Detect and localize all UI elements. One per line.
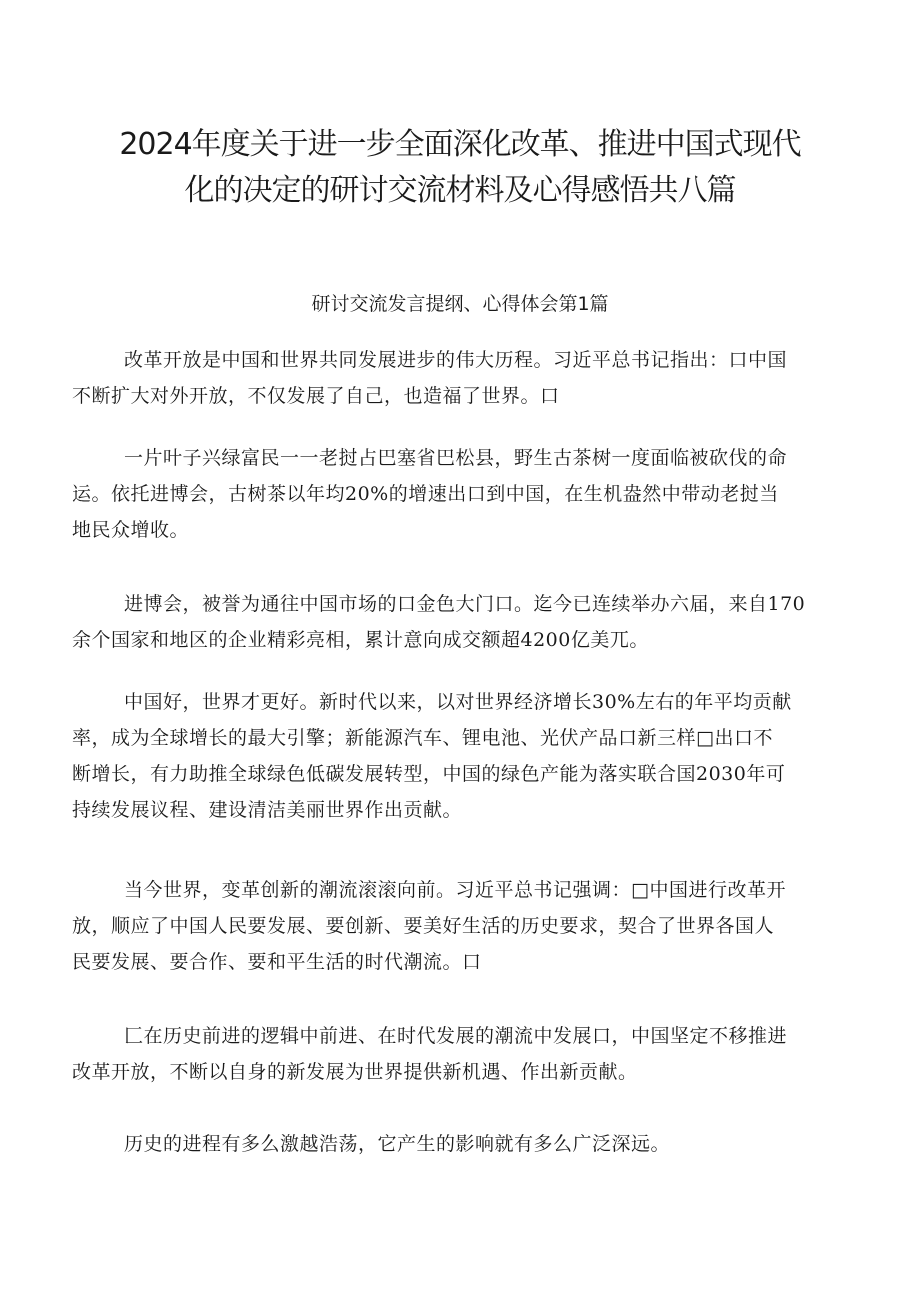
paragraph-line: 放，顺应了中国人民要发展、要创新、要美好生活的历史要求，契合了世界各国人 — [72, 915, 775, 937]
paragraph — [72, 440, 862, 548]
paragraph — [72, 872, 862, 980]
paragraph-line: 改革开放是中国和世界共同发展进步的伟大历程。习近平总书记指出：口中国 — [124, 349, 788, 371]
paragraph — [72, 342, 862, 414]
paragraph-line: 余个国家和地区的企业精彩亮相，累计意向成交额超4200亿美兀。 — [72, 629, 649, 651]
paragraph-line: 进博会，被誉为通往中国市场的口金色大门口。迄今已连续举办六届，来自170 — [124, 593, 806, 615]
paragraph-line: 运。依托进博会，古树茶以年均20%的增速出口到中国，在生机盎然中带动老挝当 — [72, 483, 779, 505]
paragraph-line: 持续发展议程、建设清洁美丽世界作出贡献。 — [72, 799, 463, 821]
paragraph-line: 一片叶子兴绿富民一一老挝占巴塞省巴松县，野生古茶树一度面临被砍伐的命 — [124, 447, 788, 469]
paragraph-line: 民要发展、要合作、要和平生活的时代潮流。口 — [72, 951, 482, 973]
paragraph-line: 断增长，有力助推全球绿色低碳发展转型，中国的绿色产能为落实联合国2030年可 — [72, 763, 786, 785]
document-title — [60, 122, 860, 214]
section-heading: 研讨交流发言提纲、心得体会第1篇 — [311, 293, 609, 315]
paragraph-line: 不断扩大对外开放，不仅发展了自己，也造福了世界。口 — [72, 385, 560, 407]
paragraph-line: 改革开放，不断以自身的新发展为世界提供新机遇、作出新贡献。 — [72, 1061, 638, 1083]
title-line: 化的决定的研讨交流材料及心得感悟共八篇 — [184, 173, 736, 208]
paragraph-line: 地民众增收。 — [72, 519, 190, 541]
paragraph — [72, 1126, 862, 1162]
title-line: 2024年度关于进一步全面深化改革、推进中国式现代 — [119, 127, 801, 162]
paragraph — [72, 684, 862, 828]
paragraph — [72, 1018, 862, 1090]
paragraph-line: 历史的进程有多么激越浩荡，它产生的影响就有多么广泛深远。 — [124, 1133, 671, 1155]
paragraph-line: 率，成为全球增长的最大引擎；新能源汽车、锂电池、光伏产品口新三样□出口不 — [72, 727, 773, 749]
paragraph-line: 匚在历史前进的逻辑中前进、在时代发展的潮流中发展口，中国坚定不移推进 — [124, 1025, 788, 1047]
paragraph — [72, 586, 862, 658]
paragraph-line: 中国好，世界才更好。新时代以来，以对世界经济增长30%左右的年平均贡献 — [124, 691, 792, 713]
paragraph-line: 当今世界，变革创新的潮流滚滚向前。习近平总书记强调：□中国进行改革开 — [124, 879, 786, 901]
